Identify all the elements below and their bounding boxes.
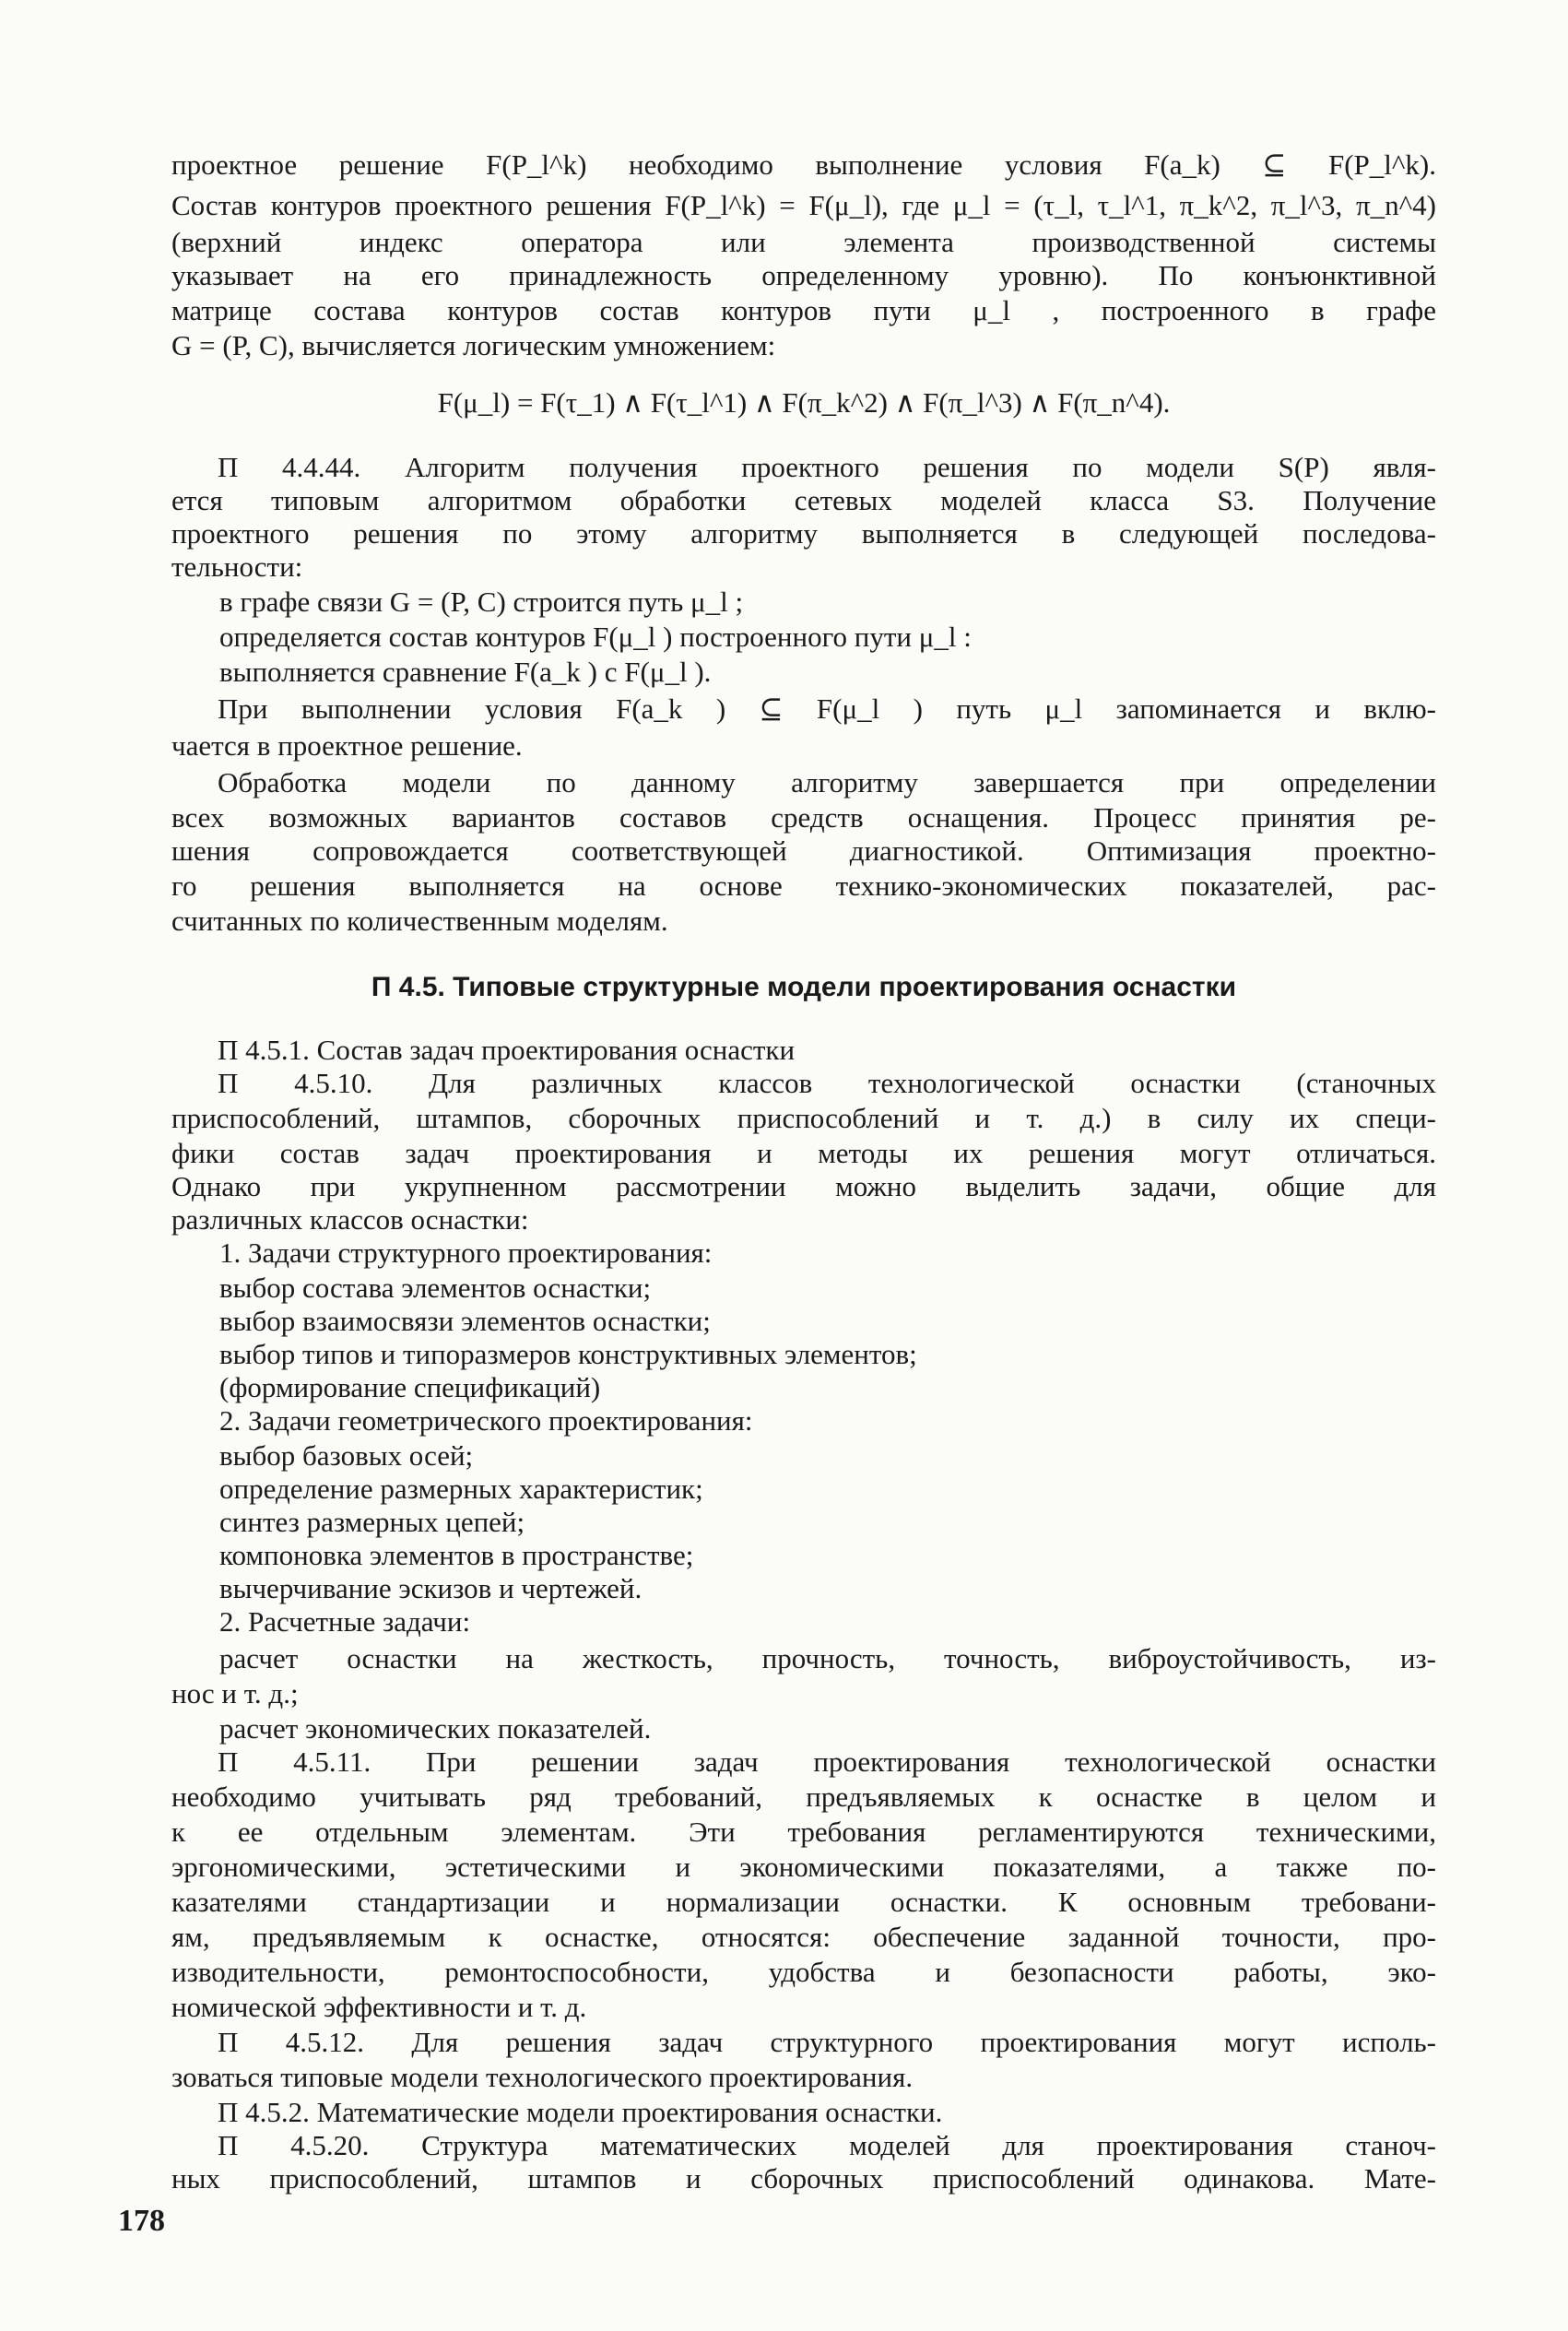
paragraph-line: приспособлений, штампов, сборочных приспособлений и т. д.) в силу их специ- <box>171 1102 1436 1134</box>
paragraph-line: П 4.5.12. Для решения задач структурного проектирования могут исполь- <box>218 2026 1436 2058</box>
paragraph-line: П 4.5.2. Математические модели проектирования оснастки. <box>218 2096 943 2128</box>
list-item: синтез размерных цепей; <box>219 1506 525 1538</box>
paragraph-line: эргономическими, эстетическими и экономическими показателями, а также по- <box>171 1851 1436 1883</box>
section-heading: П 4.5. Типовые структурные модели проектирования оснастки <box>371 972 1237 1002</box>
paragraph-line: изводительности, ремонтоспособности, удобства и безопасности работы, эко- <box>171 1956 1436 1988</box>
text-line: указывает на его принадлежность определенному уровню). По конъюнктивной <box>171 259 1436 291</box>
paragraph-line: фики состав задач проектирования и методы их решения могут отличаться. <box>171 1137 1436 1169</box>
paragraph-line: П 4.5.10. Для различных классов технологической оснастки (станочных <box>218 1067 1436 1099</box>
paragraph-line: П 4.5.1. Состав задач проектирования оснастки <box>218 1034 796 1066</box>
list-item: нос и т. д.; <box>171 1677 299 1710</box>
paragraph-line: чается в проектное решение. <box>171 729 523 762</box>
text-line: G = (P, C), вычисляется логическим умножением: <box>171 329 776 361</box>
list-heading: 1. Задачи структурного проектирования: <box>219 1236 713 1269</box>
paragraph-line: к ее отдельным элементам. Эти требования регламентируются техническими, <box>171 1816 1436 1848</box>
list-item: вычерчивание эскизов и чертежей. <box>219 1572 643 1604</box>
paragraph-line: ется типовым алгоритмом обработки сетевых моделей класса S3. Получение <box>171 484 1436 516</box>
list-item: компоновка элементов в пространстве; <box>219 1539 694 1571</box>
paragraph-line: различных классов оснастки: <box>171 1203 529 1236</box>
page-number: 178 <box>118 2204 165 2238</box>
list-item: выбор базовых осей; <box>219 1439 474 1472</box>
list-item: расчет экономических показателей. <box>219 1712 652 1745</box>
paragraph-line: проектного решения по этому алгоритму выполняется в следующей последова- <box>171 517 1436 550</box>
list-item: определяется состав контуров F(μ_l ) построенного пути μ_l : <box>219 621 972 653</box>
paragraph-line: П 4.5.11. При решении задач проектирования технологической оснастки <box>218 1745 1436 1778</box>
display-formula: F(μ_l) = F(τ_1) ∧ F(τ_l^1) ∧ F(π_k^2) ∧ F(π_l^3) ∧ F(π_n^4). <box>437 386 1171 419</box>
text-line: проектное решение F(P_l^k) необходимо выполнение условия F(a_k) ⊆ F(P_l^k). <box>171 148 1436 181</box>
list-item: выполняется сравнение F(a_k ) с F(μ_l ). <box>219 656 712 688</box>
text-line: Состав контуров проектного решения F(P_l^k) = F(μ_l), где μ_l = (τ_l, τ_l^1, π_k^2, π_l^3, π_n^4) <box>171 189 1436 221</box>
text-line: (верхний индекс оператора или элемента производственной системы <box>171 226 1436 258</box>
paragraph-line: го решения выполняется на основе технико-экономических показателей, рас- <box>171 870 1436 902</box>
paragraph-line: Обработка модели по данному алгоритму завершается при определении <box>218 766 1436 799</box>
list-item: определение размерных характеристик; <box>219 1473 703 1505</box>
paragraph-line: считанных по количественным моделям. <box>171 905 668 937</box>
paragraph-line: П 4.5.20. Структура математических моделей для проектирования станоч- <box>218 2129 1436 2161</box>
paragraph-line: казателями стандартизации и нормализации оснастки. К основным требовани- <box>171 1886 1436 1918</box>
list-item: выбор состава элементов оснастки; <box>219 1272 652 1304</box>
list-heading: 2. Задачи геометрического проектирования: <box>219 1404 753 1437</box>
paragraph-line: зоваться типовые модели технологического проектирования. <box>171 2061 914 2093</box>
text-line: матрице состава контуров состав контуров пути μ_l , построенного в графе <box>171 294 1436 326</box>
list-item: выбор взаимосвязи элементов оснастки; <box>219 1305 711 1337</box>
list-item: выбор типов и типоразмеров конструктивных элементов; <box>219 1338 917 1370</box>
paragraph-line: При выполнении условия F(a_k ) ⊆ F(μ_l ) путь μ_l запоминается и вклю- <box>218 692 1436 725</box>
paragraph-line: ных приспособлений, штампов и сборочных приспособлений одинакова. Мате- <box>171 2162 1436 2195</box>
list-item: расчет оснастки на жесткость, прочность, точность, виброустойчивость, из- <box>219 1642 1436 1674</box>
paragraph-line: номической эффективности и т. д. <box>171 1991 587 2023</box>
paragraph-line: тельности: <box>171 550 303 583</box>
paragraph-line: необходимо учитывать ряд требований, предъявляемых к оснастке в целом и <box>171 1781 1436 1813</box>
list-item: в графе связи G = (P, C) строится путь μ_l ; <box>219 586 744 618</box>
paragraph-line: всех возможных вариантов составов средств оснащения. Процесс принятия ре- <box>171 801 1436 834</box>
paragraph-line: П 4.4.44. Алгоритм получения проектного решения по модели S(P) явля- <box>218 451 1436 483</box>
list-item: (формирование спецификаций) <box>219 1371 601 1403</box>
paragraph-line: шения сопровождается соответствующей диагностикой. Оптимизация проектно- <box>171 834 1436 867</box>
list-heading: 2. Расчетные задачи: <box>219 1605 471 1638</box>
paragraph-line: ям, предъявляемым к оснастке, относятся: обеспечение заданной точности, про- <box>171 1921 1436 1953</box>
paragraph-line: Однако при укрупненном рассмотрении можно выделить задачи, общие для <box>171 1170 1436 1202</box>
